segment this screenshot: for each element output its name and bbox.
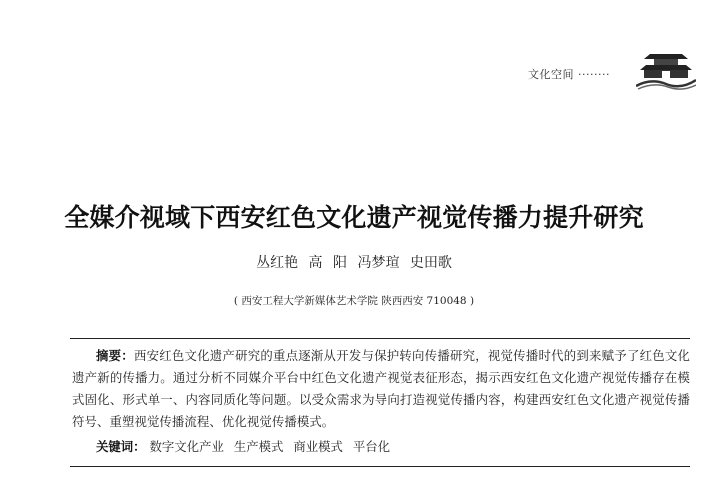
author-list: [0, 252, 708, 272]
keywords-label: 关键词：: [96, 439, 146, 454]
author-name: 丛红艳: [256, 255, 299, 271]
author-name: 冯梦瑄: [357, 255, 400, 271]
abstract: [72, 345, 690, 433]
section-label: 文化空间 ········: [528, 68, 610, 81]
author-affiliation: ( 西安工程大学新媒体艺术学院 陕西西安 710048 ): [233, 295, 475, 307]
city-gate-logo-icon: [636, 40, 696, 90]
keyword: 商业模式: [293, 439, 343, 454]
keyword: 生产模式: [233, 439, 284, 454]
abstract-label: 摘要：: [96, 348, 134, 363]
article-title: 全媒介视域下西安红色文化遗产视觉传播力提升研究: [64, 203, 644, 232]
abstract-bottom-rule: [70, 466, 690, 467]
author-name: 高 阳: [308, 255, 347, 271]
abstract-text: 西安红色文化遗产研究的重点逐渐从开发与保护转向传播研究，视觉传播时代的到来赋予了红色文化遗产新的传播力。通过分析不同媒介平台中红色文化遗产视觉表征形态，揭示西安红色文化遗产视觉传播存在模式固化、形式单一、内容同质化等问题。以受众需求为导向打造视觉传播内容，构建西安红色文化遗产视觉传播符号、重塑视觉传播流程、优化视觉传播模式。: [72, 348, 690, 429]
abstract-top-rule: [70, 338, 690, 339]
keywords: [96, 436, 396, 458]
keyword: 数字文化产业: [149, 439, 224, 454]
keyword: 平台化: [352, 439, 391, 454]
author-name: 史田歌: [409, 255, 452, 271]
